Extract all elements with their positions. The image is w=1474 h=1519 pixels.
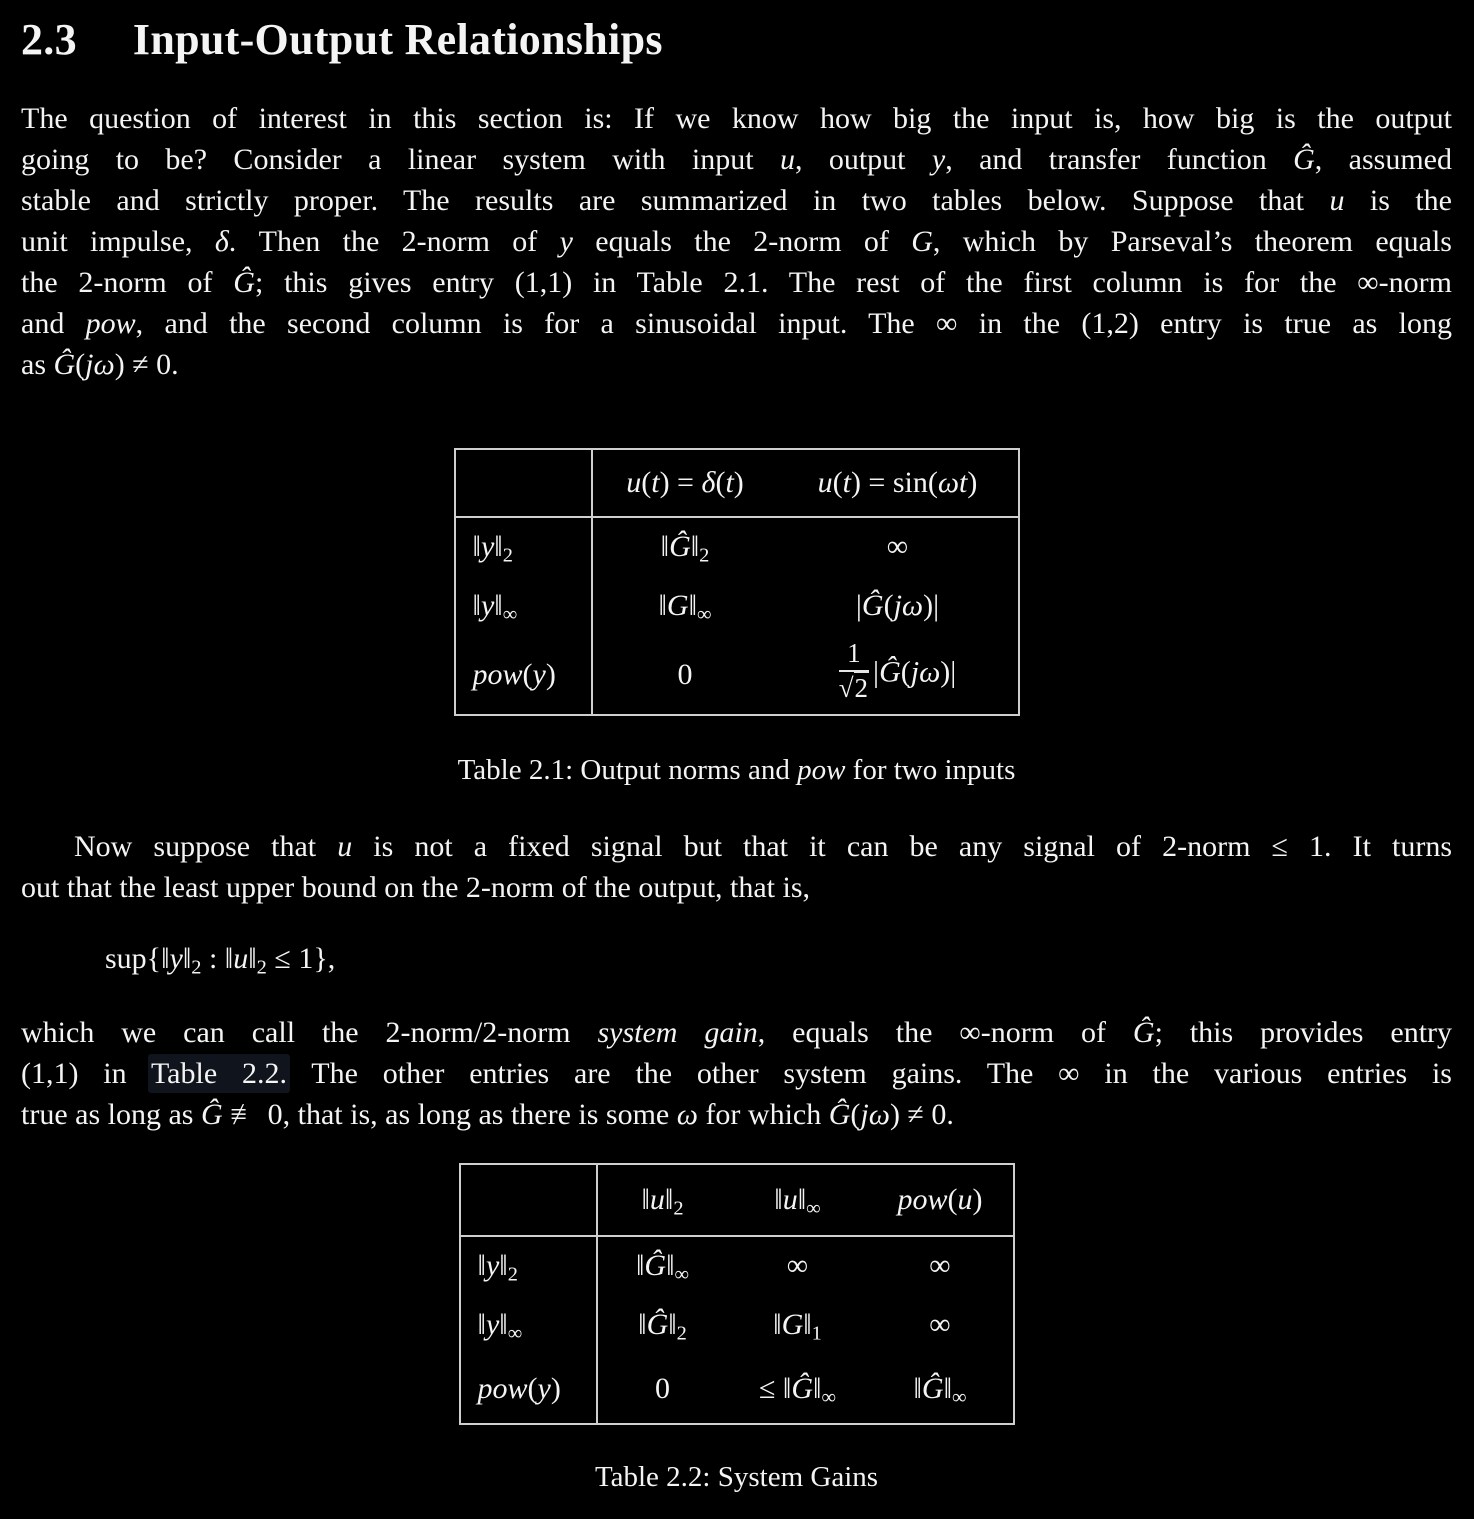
text-line: the 2-norm of Ĝ; this gives entry (1,1) in Table 2.1. The rest of the first column is for the ∞-norm bbox=[21, 266, 1452, 299]
table-cell: 0 bbox=[655, 1372, 670, 1405]
row-label-pow-y: pow(y) bbox=[460, 1355, 597, 1424]
table-2-1-header-row bbox=[455, 449, 1019, 517]
table-row bbox=[455, 517, 1019, 576]
text-line: (1,1) in Table 2.2. The other entries are the other system gains. The ∞ in the various entries is bbox=[21, 1057, 1452, 1090]
row-label-y-infnorm: $‖y‖_\infty$ bbox=[460, 1295, 597, 1355]
table-row bbox=[460, 1355, 1014, 1424]
text-line: stable and strictly proper. The results are summarized in two tables below. Suppose that u is the bbox=[21, 184, 1452, 217]
table-2-2 bbox=[459, 1163, 1015, 1425]
section-heading bbox=[21, 14, 1452, 66]
paragraph-sup bbox=[21, 826, 1452, 908]
table-2-1-header-sinusoid: u(t) = sin(ωt) bbox=[778, 449, 1019, 517]
section-title: Input-Output Relationships bbox=[132, 15, 663, 64]
paragraph-gains bbox=[21, 1012, 1452, 1135]
text-line: which we can call the 2-norm/2-norm system gain, equals the ∞-norm of Ĝ; this provides entry bbox=[21, 1016, 1453, 1049]
table-2-2-wrapper bbox=[21, 1163, 1452, 1425]
table-cell: ≤ $‖Ĝ‖_\infty$ bbox=[758, 1372, 837, 1409]
table-cell: ∞ bbox=[929, 1249, 951, 1282]
table-2-2-header-u-2norm: $‖u‖_2$ bbox=[597, 1164, 728, 1236]
table-cell-fraction: $\frac{1}{√2}$ |Ĝ(jω)| bbox=[838, 638, 957, 704]
table-2-2-corner-cell bbox=[460, 1164, 597, 1236]
table-cell: $‖G‖_1$ bbox=[773, 1308, 822, 1345]
text-line: true as long as Ĝ ≢ 0, that is, as long as there is some ω for which Ĝ(jω) ≠ 0. bbox=[21, 1098, 954, 1131]
row-label-y-2norm: $‖y‖_2$ bbox=[460, 1236, 597, 1295]
row-label-pow-y: pow(y) bbox=[455, 636, 592, 715]
table-2-1 bbox=[454, 448, 1020, 716]
table-cell: $‖Ĝ‖_\infty$ bbox=[635, 1249, 690, 1286]
text-line: and pow, and the second column is for a sinusoidal input. The ∞ in the (1,2) entry is true as long bbox=[21, 307, 1452, 340]
table-2-1-wrapper bbox=[21, 448, 1452, 716]
text-line: out that the least upper bound on the 2-norm of the output, that is, bbox=[21, 871, 811, 904]
table-2-1-header-impulse: u(t) = δ(t) bbox=[592, 449, 778, 517]
text-line: as Ĝ(jω) ≠ 0. bbox=[21, 348, 179, 381]
table-2-2-header-u-infnorm: $‖u‖_\infty$ bbox=[728, 1164, 868, 1236]
table-cell: |Ĝ(jω)| bbox=[855, 589, 940, 622]
row-label-y-2norm: $‖y‖_2$ bbox=[455, 517, 592, 576]
text-line: Now suppose that u is not a fixed signal but that it can be any signal of 2-norm ≤ 1. It turns bbox=[74, 830, 1452, 863]
paragraph-intro bbox=[21, 98, 1452, 385]
table-cell: ∞ bbox=[886, 530, 909, 563]
table-2-2-header-pow-u: pow(u) bbox=[868, 1164, 1014, 1236]
table-cell: ∞ bbox=[786, 1249, 809, 1282]
text-line: unit impulse, δ. Then the 2-norm of y equals the 2-norm of G, which by Parseval’s theorem equals bbox=[21, 225, 1452, 258]
table-2-1-caption: Table 2.1: Output norms and pow for two inputs bbox=[457, 754, 1016, 786]
table-cell: 0 bbox=[677, 658, 693, 691]
table-2-2-header-row bbox=[460, 1164, 1014, 1236]
table-cell: $‖Ĝ‖_\infty$ bbox=[913, 1372, 967, 1409]
row-label-y-infnorm: $‖y‖_\infty$ bbox=[455, 576, 592, 636]
table-2-1-corner-cell bbox=[455, 449, 592, 517]
table-row bbox=[460, 1295, 1014, 1355]
table-cell: ∞ bbox=[929, 1308, 951, 1341]
table-cell: $‖Ĝ‖_2$ bbox=[660, 530, 710, 567]
table-row bbox=[455, 576, 1019, 636]
table-2-2-link[interactable]: Table 2.2. bbox=[150, 1057, 287, 1090]
text-line: The question of interest in this section is: If we know how big the input is, how big is the output bbox=[21, 102, 1452, 135]
text-line: going to be? Consider a linear system with input u, output y, and transfer function Ĝ, assumed bbox=[21, 143, 1452, 176]
display-equation: $sup\{‖y‖_2$ : $‖u‖_2 \le 1$}, bbox=[105, 942, 336, 979]
table-row bbox=[455, 636, 1019, 715]
table-cell: $‖Ĝ‖_2$ bbox=[638, 1308, 687, 1345]
table-row bbox=[460, 1236, 1014, 1295]
section-number: 2.3 bbox=[21, 15, 77, 64]
table-cell: $‖G‖_\infty$ bbox=[658, 589, 712, 626]
table-2-2-caption: Table 2.2: System Gains bbox=[594, 1461, 879, 1493]
